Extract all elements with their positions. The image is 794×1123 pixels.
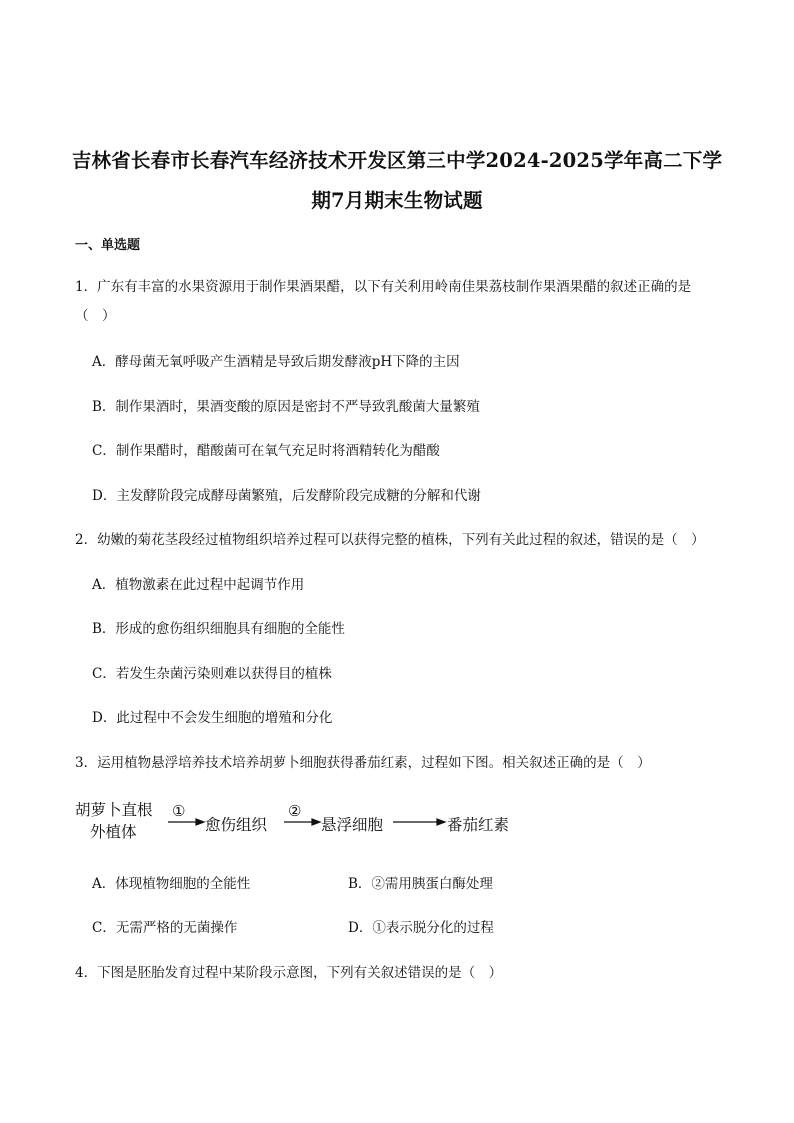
question-4-stem: 4．下图是胚胎发育过程中某阶段示意图，下列有关叙述错误的是（ ） — [75, 965, 503, 981]
diagram-step-1-marker: ① — [172, 802, 186, 820]
question-2-option-b: B．形成的愈伤组织细胞具有细胞的全能性 — [92, 621, 345, 637]
arrow-2-head-icon — [312, 819, 320, 825]
question-3-option-c: C．无需严格的无菌操作 — [92, 920, 238, 936]
diagram-step-2-marker: ② — [288, 802, 302, 820]
diagram-node-callus: 愈伤组织 — [205, 816, 268, 834]
diagram-start-label-line-1: 胡萝卜直根 — [75, 801, 153, 819]
question-3-option-a: A．体现植物细胞的全能性 — [92, 876, 251, 892]
section-heading: 一、单选题 — [75, 238, 141, 253]
diagram-arrows — [75, 796, 535, 846]
question-3-option-d: D．①表示脱分化的过程 — [348, 920, 494, 936]
document-title-line-2: 期7月期末生物试题 — [311, 189, 483, 212]
arrow-1-head-icon — [196, 819, 204, 825]
diagram-node-suspension-cells: 悬浮细胞 — [321, 816, 384, 834]
question-2-option-a: A．植物激素在此过程中起调节作用 — [92, 577, 305, 593]
diagram-node-lycopene: 番茄红素 — [447, 816, 510, 834]
process-flow-diagram — [75, 796, 535, 846]
question-1-option-d: D．主发酵阶段完成酵母菌繁殖，后发酵阶段完成糖的分解和代谢 — [92, 488, 481, 504]
document-title-line-1: 吉林省长春市长春汽车经济技术开发区第三中学2024-2025学年高二下学 — [71, 149, 723, 172]
question-2-option-c: C．若发生杂菌污染则难以获得目的植株 — [92, 666, 332, 682]
question-3-option-b: B．②需用胰蛋白酶处理 — [348, 876, 493, 892]
question-1-stem: 1．广东有丰富的水果资源用于制作果酒果醋，以下有关利用岭南佳果荔枝制作果酒果醋的叙述正确的是 — [75, 279, 692, 295]
question-1-option-a: A．酵母菌无氧呼吸产生酒精是导致后期发酵液pH下降的主因 — [92, 354, 460, 370]
question-1-option-c: C．制作果醋时，醋酸菌可在氧气充足时将酒精转化为醋酸 — [92, 443, 440, 459]
question-2-stem: 2．幼嫩的菊花茎段经过植物组织培养过程可以获得完整的植株，下列有关此过程的叙述，错误的是（ ） — [75, 532, 705, 548]
arrow-3-head-icon — [437, 819, 445, 825]
question-2-option-d: D．此过程中不会发生细胞的增殖和分化 — [92, 710, 333, 726]
question-3-stem: 3．运用植物悬浮培养技术培养胡萝卜细胞获得番茄红素，过程如下图。相关叙述正确的是（ ） — [75, 755, 651, 771]
diagram-start-label-line-2: 外植体 — [90, 823, 137, 841]
question-1-paren: （ ） — [75, 308, 116, 324]
question-1-option-b: B．制作果酒时，果酒变酸的原因是密封不严导致乳酸菌大量繁殖 — [92, 399, 480, 415]
